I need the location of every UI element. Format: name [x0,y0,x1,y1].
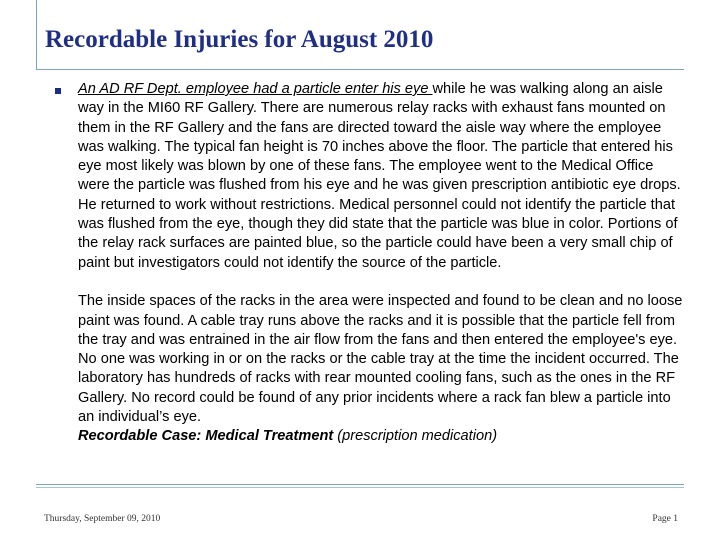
paragraph-1 [78,80,684,273]
slide-title: Recordable Injuries for August 2010 [45,26,434,53]
paragraph-2-text: The inside spaces of the racks in the area were inspected and found to be clean and no loose paint was found. A cable tray runs above the racks and it is possible that the particle fell from the tray and was entrained in the air flow from the fans and then entered the employee's eye. No one was working in or on the racks or the cable tray at the time the incident occurred. The laboratory has hundreds of racks with rear mounted cooling fans, such as the ones in the RF Gallery. No record could be found of any prior incidents where a rack fan blew a particle into an individual’s eye. [78,293,683,426]
footer-date: Thursday, September 09, 2010 [44,514,161,524]
paragraph-1-text: while he was walking along an aisle way in the MI60 RF Gallery. There are numerous relay racks with exhaust fans mounted on them in the RF Gallery and the fans are directed toward the aisle way where the employee was walking. The typical fan height is 70 inches above the floor. The particle that entered his eye most likely was blown by one of these fans. The employee went to the Medical Office were the particle was flushed from his eye and he was given prescription antibiotic eye drops. He returned to work without restrictions. Medical personnel could not identify the particle that was flushed from the eye, though they did state that the particle was blue in color. Portions of the relay rack surfaces are painted blue, so the particle could have been a very small chip of paint but investigators could not identify the source of the particle. [78,81,681,271]
bullet-square-icon [55,88,61,94]
paragraph-2 [78,292,684,446]
lead-sentence: An AD RF Dept. employee had a particle enter his eye [78,81,433,97]
footer-rule [36,484,684,485]
recordable-case-label: Recordable Case: Medical Treatment [78,428,334,445]
footer-page-number: Page 1 [652,514,678,524]
title-left-rule [36,0,37,70]
bullet-body [78,80,684,447]
footer-rule-secondary [36,487,684,488]
title-underline-rule [36,69,684,70]
recordable-case-detail: (prescription medication) [333,428,498,445]
